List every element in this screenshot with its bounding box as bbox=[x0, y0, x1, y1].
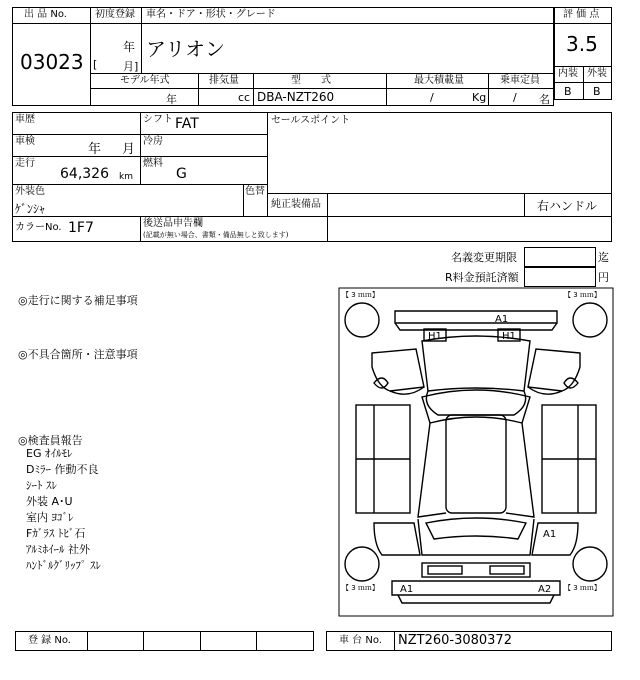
recycle-unit: 円 bbox=[598, 271, 609, 284]
displacement-label: 排気量 bbox=[209, 75, 239, 86]
rear-fender-left bbox=[374, 523, 420, 555]
inspector-report-list bbox=[26, 446, 101, 574]
car-damage-diagram bbox=[338, 287, 614, 617]
tire-depth-rear-right: 【 3 ｍｍ】 bbox=[564, 584, 601, 592]
first-registration-label: 初度登録 bbox=[95, 9, 135, 20]
lot-number-label: 出 品 No. bbox=[24, 9, 67, 20]
mirror-right bbox=[564, 378, 578, 388]
mark-headlight-left: H1 bbox=[428, 331, 442, 342]
sales-point-label: セールスポイント bbox=[271, 115, 351, 126]
first-reg-month-open: [ bbox=[93, 58, 98, 71]
aircon-label: 冷房 bbox=[143, 136, 163, 147]
interior-label: 内装 bbox=[558, 68, 578, 79]
windshield bbox=[422, 390, 530, 423]
trunk bbox=[418, 519, 534, 555]
shift-value: FAT bbox=[175, 116, 199, 132]
inspector-report-line: EG ｵｲﾙﾓﾚ bbox=[26, 447, 73, 460]
mark-front-bumper: A1 bbox=[495, 314, 509, 325]
capacity-unit: 名 bbox=[539, 93, 550, 106]
exterior-grade: B bbox=[593, 85, 601, 98]
post-report-box bbox=[12, 216, 612, 242]
load-unit: Kg bbox=[472, 91, 487, 104]
inspection-year: 年 bbox=[88, 142, 102, 157]
rear-window bbox=[426, 518, 526, 539]
hood bbox=[422, 336, 530, 391]
inspection-label: 車検 bbox=[15, 136, 35, 147]
mark-rear-door: A1 bbox=[543, 529, 557, 540]
color-value: ｹﾞﾝｼｬ bbox=[15, 202, 46, 216]
front-bumper bbox=[395, 311, 557, 323]
color-change-label: 色替 bbox=[245, 186, 265, 197]
car-name-label: 車名・ドア・形状・グレード bbox=[146, 9, 276, 20]
lot-number: 03023 bbox=[20, 50, 84, 74]
recycle-field bbox=[524, 267, 596, 287]
tire-rear-right bbox=[573, 547, 607, 581]
color-no-label: カラーNo. bbox=[15, 222, 62, 233]
tire-depth-rear-left: 【 3 ｍｍ】 bbox=[342, 584, 379, 592]
defects-title: ◎不具合箇所・注意事項 bbox=[18, 348, 138, 361]
model-year-label: モデル年式 bbox=[120, 75, 170, 86]
rear-bumper bbox=[392, 581, 560, 595]
first-reg-month-suffix: 月] bbox=[123, 60, 139, 73]
exterior-label: 外装 bbox=[587, 68, 607, 79]
tire-depth-front-left: 【 3 ｍｍ】 bbox=[342, 291, 379, 299]
score-label: 評 価 点 bbox=[563, 9, 600, 20]
displacement-unit: cc bbox=[238, 91, 251, 104]
post-report-label: 後送品申告欄 bbox=[143, 218, 203, 229]
model-year-suffix: 年 bbox=[166, 93, 177, 106]
model-type: DBA-NZT260 bbox=[257, 90, 335, 104]
mileage-label: 走行 bbox=[15, 158, 35, 169]
deadline-field bbox=[524, 247, 596, 267]
tire-depth-front-right: 【 3 ｍｍ】 bbox=[564, 291, 601, 299]
deadline-unit: 迄 bbox=[598, 251, 609, 264]
load-slash: / bbox=[430, 91, 434, 104]
color-label: 外装色 bbox=[15, 186, 45, 197]
inspection-month: 月 bbox=[122, 142, 136, 157]
car-name: アリオン bbox=[146, 37, 225, 61]
capacity-label: 乗車定員 bbox=[500, 75, 540, 86]
genuine-equipment-label: 純正装備品 bbox=[271, 199, 321, 210]
deadline-label: 名義変更期限 bbox=[451, 251, 517, 264]
registration-number-label: 登 録 No. bbox=[28, 635, 71, 646]
front-fender-left bbox=[372, 349, 424, 391]
mark-headlight-right: H1 bbox=[502, 331, 516, 342]
roof bbox=[446, 415, 506, 513]
mirror-left bbox=[374, 378, 388, 388]
tire-front-right bbox=[573, 303, 607, 337]
tail-light-area bbox=[422, 563, 530, 577]
chassis-number: NZT260-3080372 bbox=[398, 633, 512, 648]
interior-grade: B bbox=[564, 85, 572, 98]
fuel-value: G bbox=[176, 166, 187, 182]
inspector-report-title: ◎検査員報告 bbox=[18, 434, 83, 447]
first-reg-year-suffix: 年 bbox=[123, 40, 136, 54]
front-fender-right bbox=[528, 349, 580, 391]
tire-rear-left bbox=[345, 547, 379, 581]
driving-notes-title: ◎走行に関する補足事項 bbox=[18, 294, 138, 307]
mileage-value: 64,326 bbox=[60, 166, 109, 182]
inspector-report-line: 外装 A･U bbox=[26, 495, 73, 508]
recycle-label: R料金預託済額 bbox=[445, 271, 519, 284]
model-type-label: 型 式 bbox=[291, 75, 331, 86]
mark-rear-bumper-left: A1 bbox=[400, 584, 414, 595]
max-load-label: 最大積載量 bbox=[414, 75, 464, 86]
inspector-report-line: Fｶﾞﾗｽ ﾄﾋﾞ石 bbox=[26, 527, 86, 540]
chassis-number-label: 車 台 No. bbox=[339, 635, 382, 646]
tire-front-left bbox=[345, 303, 379, 337]
inspector-report-line: ｱﾙﾐﾎｲｰﾙ 社外 bbox=[26, 543, 90, 556]
shift-label: シフト bbox=[143, 114, 173, 125]
inspector-report-line: ﾊﾝﾄﾞﾙｸﾞﾘｯﾌﾟ ｽﾚ bbox=[26, 559, 101, 572]
capacity-slash: / bbox=[513, 91, 517, 104]
steering-value: 右ハンドル bbox=[537, 199, 598, 213]
mileage-unit: km bbox=[119, 172, 133, 182]
mark-rear-bumper-right: A2 bbox=[538, 584, 552, 595]
history-label: 車歴 bbox=[15, 114, 35, 125]
color-no-value: 1F7 bbox=[68, 220, 94, 236]
post-report-note: (記載が無い場合、書類・備品無しと致します) bbox=[143, 231, 289, 239]
fuel-label: 燃料 bbox=[143, 158, 163, 169]
inspector-report-line: 室内 ﾖｺﾞﾚ bbox=[26, 511, 74, 524]
score-value: 3.5 bbox=[566, 32, 598, 56]
inspector-report-line: ｼｰﾄ ｽﾚ bbox=[26, 479, 57, 492]
inspector-report-line: Dﾐﾗｰ 作動不良 bbox=[26, 463, 99, 476]
